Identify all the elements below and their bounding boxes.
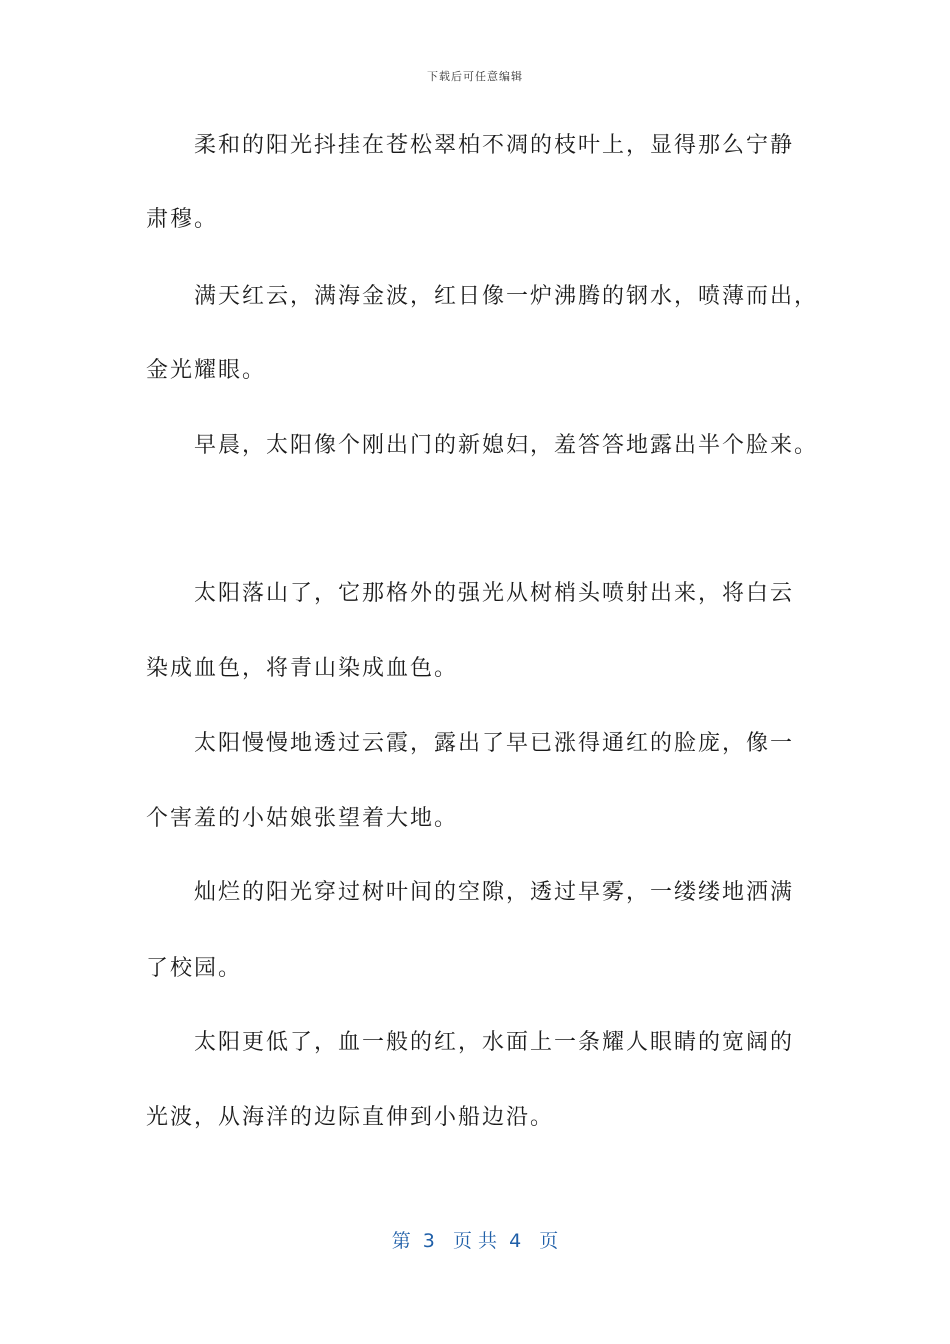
paragraph-3-line-1: 早晨，太阳像个刚出门的新媳妇，羞答答地露出半个脸来。 [194,433,819,458]
paragraph-7-line-1: 太阳更低了，血一般的红，水面上一条耀人眼睛的宽阔的 [194,1030,795,1055]
paragraph-6-line-1: 灿烂的阳光穿过树叶间的空隙，透过早雾，一缕缕地洒满 [194,880,795,905]
paragraph-1-line-2: 肃穆。 [146,207,219,232]
paragraph-2-line-1: 满天红云，满海金波，红日像一炉沸腾的钢水，喷薄而出， [194,284,819,309]
paragraph-5-line-1: 太阳慢慢地透过云霞，露出了早已涨得通红的脸庞，像一 [194,731,795,756]
paragraph-2-line-2: 金光耀眼。 [146,358,267,383]
paragraph-5-line-2: 个害羞的小姑娘张望着大地。 [146,806,459,831]
header-note: 下载后可任意编辑 [427,70,523,83]
paragraph-7-line-2: 光波，从海洋的边际直伸到小船边沿。 [146,1105,555,1130]
paragraph-6-line-2: 了校园。 [146,956,243,981]
paragraph-4-line-2: 染成血色，将青山染成血色。 [146,656,459,681]
paragraph-1-line-1: 柔和的阳光抖挂在苍松翠柏不凋的枝叶上，显得那么宁静 [194,133,795,158]
page-number-footer: 第 3 页 共 4 页 [391,1230,559,1252]
paragraph-4-line-1: 太阳落山了，它那格外的强光从树梢头喷射出来，将白云 [194,581,795,606]
